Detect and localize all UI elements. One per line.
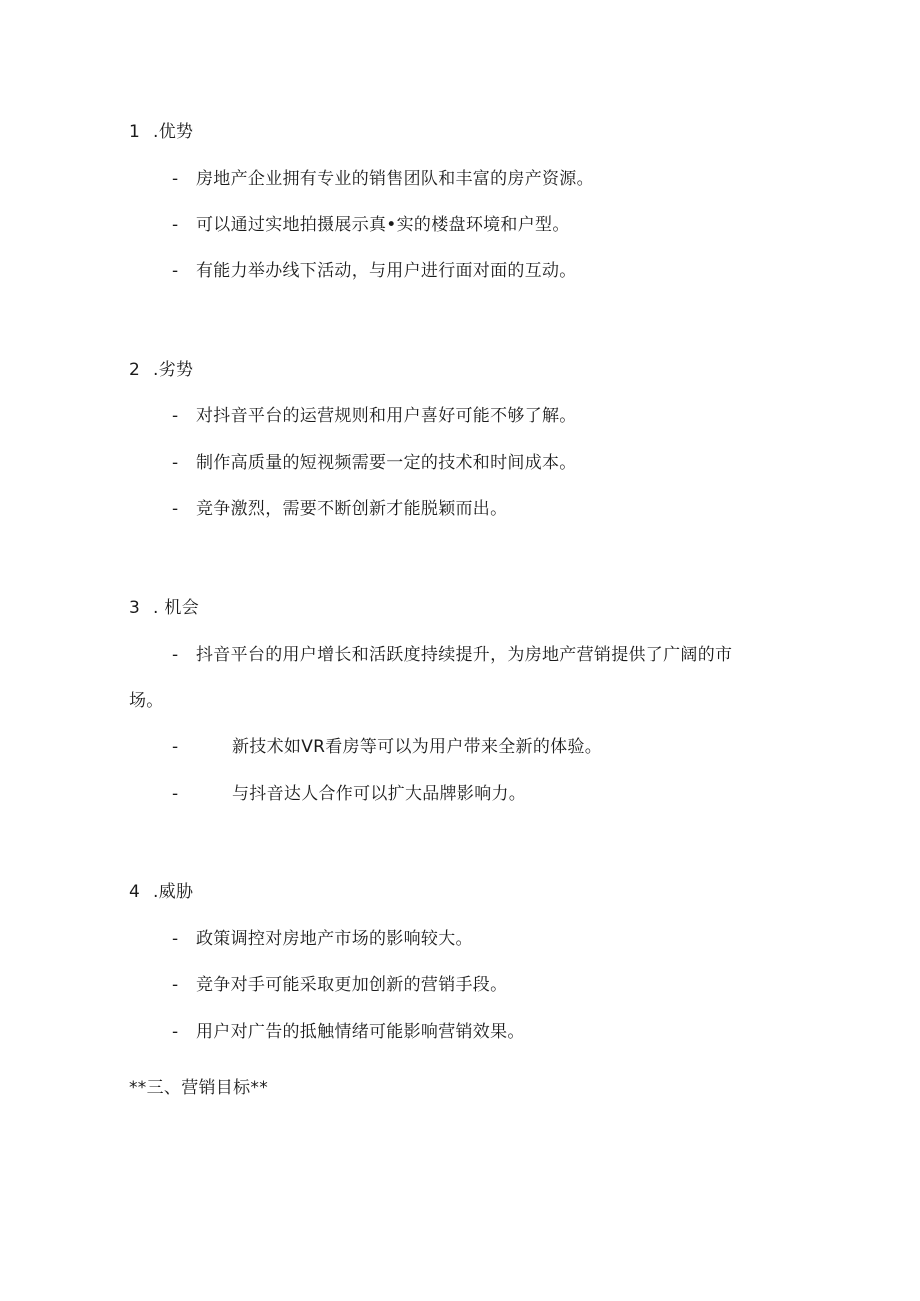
section-title: .劣势	[153, 360, 194, 380]
list-item-text: 房地产企业拥有专业的销售团队和丰富的房产资源。	[196, 169, 594, 189]
list-item	[172, 404, 577, 428]
next-section-heading: **三、营销目标**	[129, 1078, 268, 1098]
section-2-heading	[129, 358, 193, 382]
section-3-heading	[129, 596, 199, 620]
list-item-text: 竞争对手可能采取更加创新的营销手段。	[196, 975, 508, 995]
list-item-text: 对抖音平台的运营规则和用户喜好可能不够了解。	[196, 406, 577, 426]
dash-marker: -	[172, 169, 179, 189]
list-item	[172, 497, 507, 521]
section-number: 1	[129, 122, 141, 142]
dash-marker: -	[172, 261, 179, 281]
list-item-text: 竞争激烈，需要不断创新才能脱颖而出。	[196, 499, 508, 519]
list-item	[172, 973, 507, 997]
section-title: .优势	[153, 122, 194, 142]
list-item	[172, 167, 594, 191]
dash-marker: -	[172, 1022, 179, 1042]
section-title: .威胁	[153, 882, 194, 902]
list-item-text: 可以通过实地拍摄展示真•实的楼盘环境和户型。	[196, 215, 570, 235]
dash-marker: -	[172, 215, 179, 235]
list-item-text: 制作高质量的短视频需要一定的技术和时间成本。	[196, 453, 577, 473]
dash-marker: -	[172, 929, 179, 949]
list-item	[172, 927, 473, 951]
list-item-continuation: 场。	[129, 691, 164, 711]
section-number: 2	[129, 360, 141, 380]
list-item-text: 有能力举办线下活动，与用户进行面对面的互动。	[196, 261, 577, 281]
dash-marker: -	[172, 406, 179, 426]
dash-marker: -	[172, 453, 179, 473]
list-item	[172, 782, 526, 806]
dash-marker: -	[172, 737, 179, 757]
list-item	[172, 451, 577, 475]
section-number: 3	[129, 598, 141, 618]
section-title: . 机会	[153, 598, 200, 618]
section-1-heading	[129, 120, 193, 144]
dash-marker: -	[172, 645, 179, 665]
list-item-text: 抖音平台的用户增长和活跃度持续提升，为房地产营销提供了广阔的市	[196, 645, 733, 665]
dash-marker: -	[172, 975, 179, 995]
list-item-text: 与抖音达人合作可以扩大品牌影响力。	[232, 784, 527, 804]
list-item	[172, 735, 602, 759]
list-item	[172, 213, 570, 237]
section-4-heading	[129, 880, 193, 904]
list-item-text: 政策调控对房地产市场的影响较大。	[196, 929, 473, 949]
section-number: 4	[129, 882, 141, 902]
list-item	[172, 643, 732, 667]
list-item	[172, 1020, 525, 1044]
list-item-text: 新技术如VR看房等可以为用户带来全新的体验。	[232, 737, 603, 757]
dash-marker: -	[172, 499, 179, 519]
list-item	[172, 259, 577, 283]
list-item-text: 用户对广告的抵触情绪可能影响营销效果。	[196, 1022, 525, 1042]
dash-marker: -	[172, 784, 179, 804]
